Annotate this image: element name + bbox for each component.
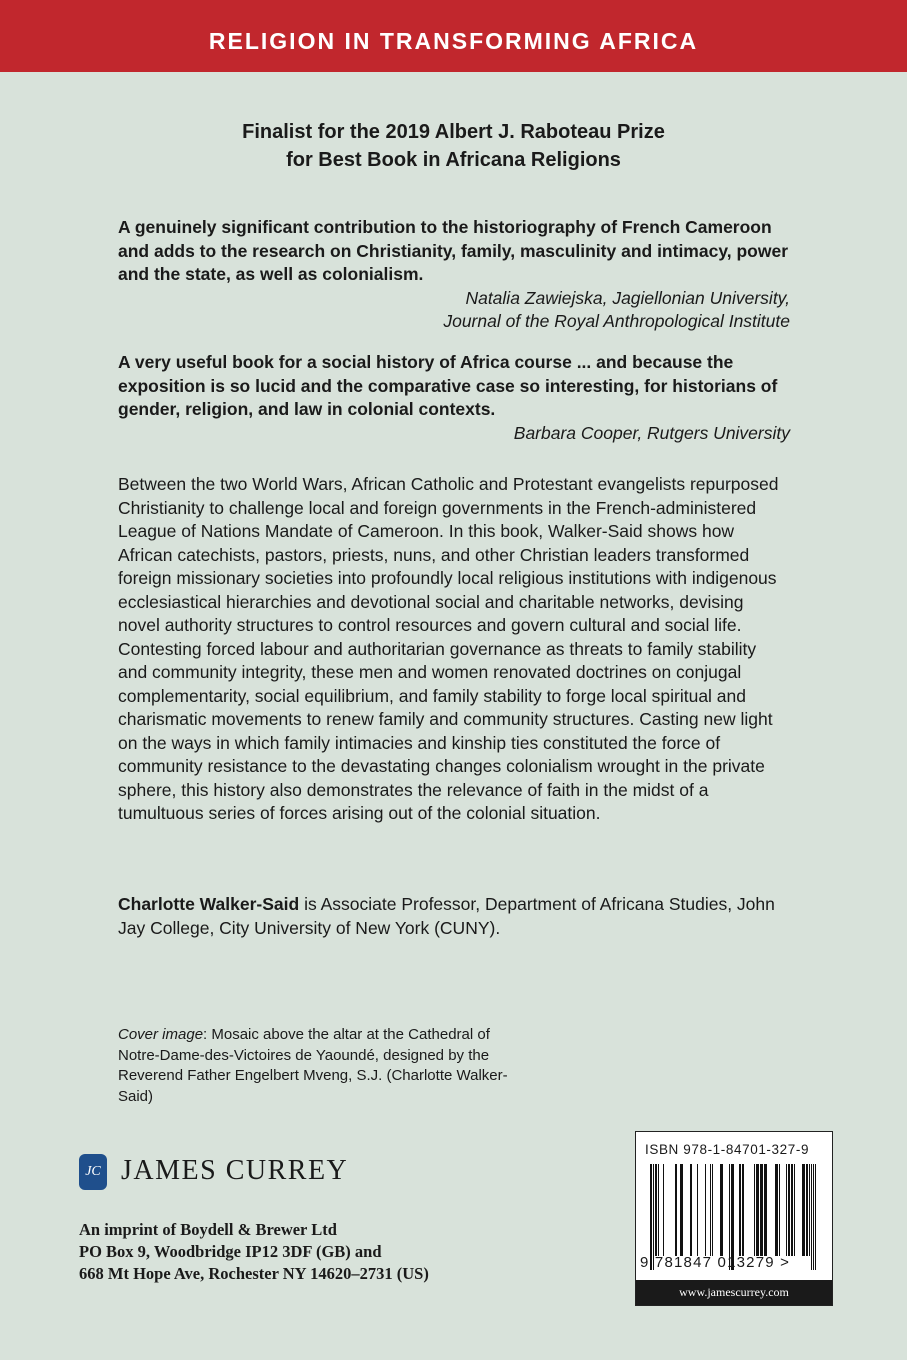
address-line-2: PO Box 9, Woodbridge IP12 3DF (GB) and <box>79 1242 382 1261</box>
review-2 <box>118 351 790 445</box>
series-title: RELIGION IN TRANSFORMING AFRICA <box>208 28 699 54</box>
publisher-name: JAMES CURREY <box>121 1155 349 1186</box>
publisher-logo <box>79 1152 369 1192</box>
review-quote: A very useful book for a social history of Africa course ... and because the exposition is so lucid and the comparative case so interesting, for historians of gender, religion, and law in colonial contexts. <box>118 352 778 419</box>
author-bio-text: is Associate Professor, Department of Africana Studies, John Jay College, City University of New York (CUNY). <box>118 894 775 938</box>
review-attribution: Barbara Cooper, Rutgers University <box>513 422 790 443</box>
barcode-digits: 9 781847 013279 > <box>640 1254 791 1271</box>
publisher-url: www.jamescurrey.com <box>636 1280 832 1305</box>
review-attribution-source: Journal of the Royal Anthropological Institute <box>443 311 790 331</box>
review-quote: A genuinely significant contribution to the historiography of French Cameroon and adds to the research on Christianity, family, masculinity and intimacy, power and the state, as well as colonialism. <box>118 217 789 284</box>
prize-line-1: Finalist for the 2019 Albert J. Raboteau Prize <box>242 121 665 143</box>
cover-credit-text: : Mosaic above the altar at the Cathedral of Notre-Dame-des-Victoires de Yaoundé, designed by the Reverend Father Engelbert Mveng, S.J. (Charlotte Walker-Said) <box>118 1026 508 1105</box>
author-bio <box>118 893 790 940</box>
cover-image-credit <box>118 1025 518 1107</box>
review-1 <box>118 216 790 334</box>
barcode-panel <box>635 1131 833 1306</box>
author-name: Charlotte Walker-Said <box>118 894 300 914</box>
address-line-3: 668 Mt Hope Ave, Rochester NY 14620–2731 (US) <box>79 1264 429 1283</box>
cover-credit-label: Cover image <box>118 1026 204 1043</box>
prize-line-2: for Best Book in Africana Religions <box>286 149 621 171</box>
isbn-label: ISBN 978-1-84701-327-9 <box>645 1142 810 1157</box>
jc-logo-icon: JC <box>79 1154 107 1190</box>
book-description: Between the two World Wars, African Catholic and Protestant evangelists repurposed Christianity to challenge local and foreign governments in the French-administered League of Nations Mandate of Cameroon. In this book, Walker-Said shows how African catechists, pastors, priests, nuns, and other Christian leaders transformed foreign missionary societies into profoundly local religious institutions with indigenous ecclesiastical hierarchies and devotional social and charitable networks, devising novel authority structures to control resources and govern cultural and social life. Contesting forced labour and authoritarian governance as threats to family stability and community integrity, these men and women renovated doctrines on conjugal complementarity, social equilibrium, and family stability to forge local spiritual and charismatic movements to renew family and community structures. Casting new light on the ways in which family intimacies and kinship ties constituted the force of community resistance to the devastating changes colonialism wrought in the private sphere, this history also demonstrates the relevance of faith in the midst of a tumultuous series of forces arising out of the colonial situation. <box>118 474 779 823</box>
review-attribution: Natalia Zawiejska, Jagiellonian University, <box>465 287 790 308</box>
publisher-address <box>79 1219 559 1285</box>
address-line-1: An imprint of Boydell & Brewer Ltd <box>79 1220 337 1239</box>
prize-notice <box>0 118 907 174</box>
